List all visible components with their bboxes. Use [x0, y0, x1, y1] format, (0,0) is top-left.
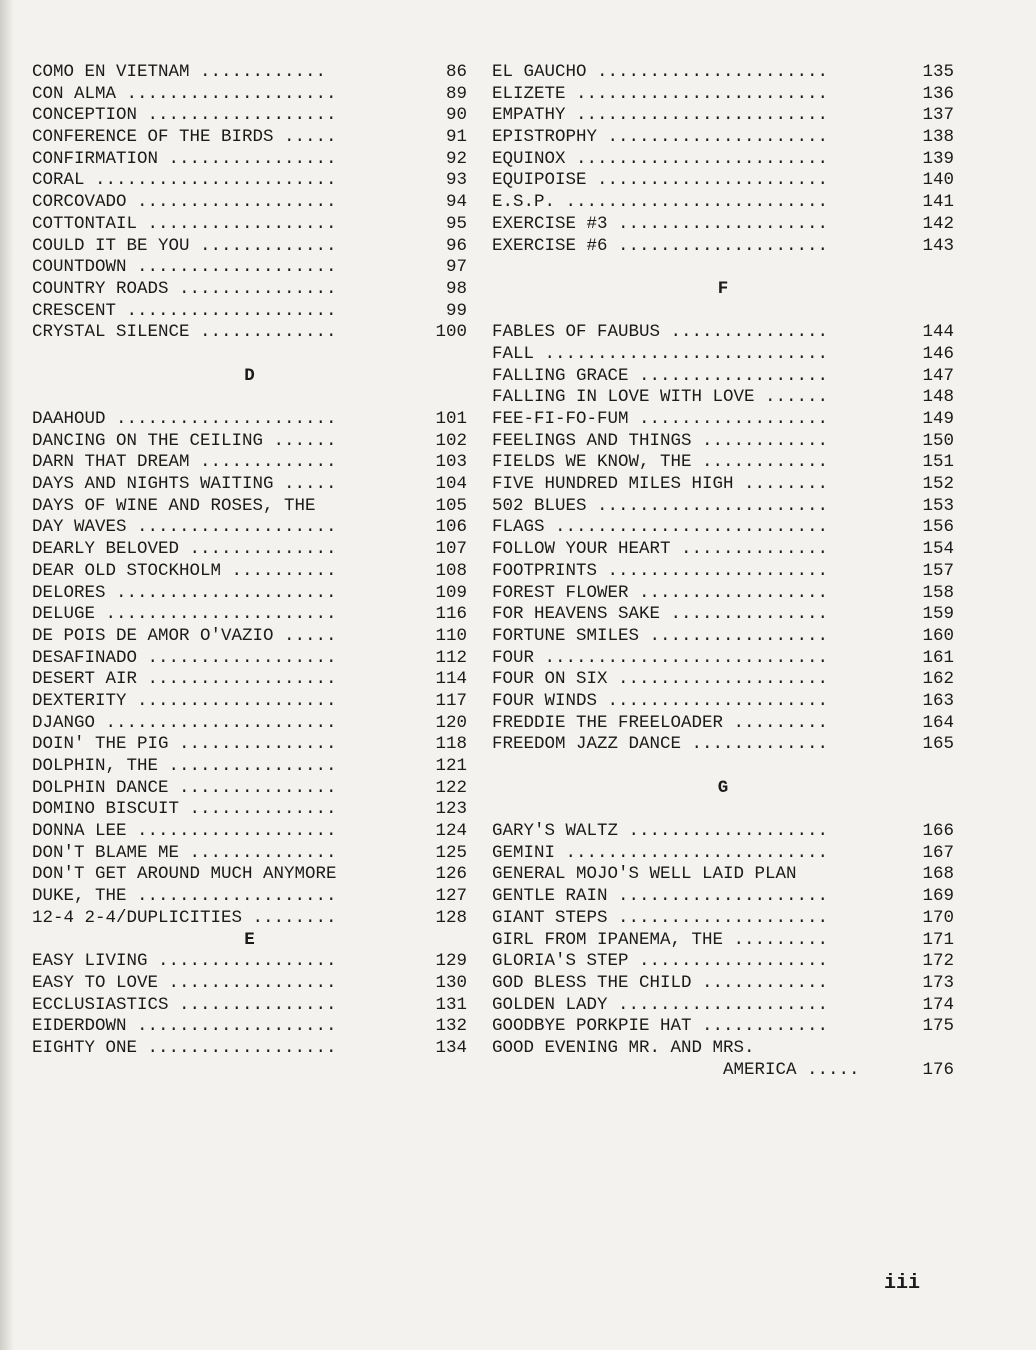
- index-entry: [32, 279, 467, 301]
- page-number: iii: [884, 1272, 921, 1295]
- entry-title: CONFIRMATION ................: [32, 148, 337, 169]
- entry-title: DAYS OF WINE AND ROSES, THE: [32, 495, 316, 516]
- section-letter-heading: E: [244, 929, 255, 950]
- entry-page-number: 86: [445, 62, 467, 82]
- entry-page-number: 122: [435, 777, 467, 798]
- entry-page-number: 128: [435, 907, 467, 928]
- entry-page-number: 107: [435, 539, 467, 560]
- entry-page-number: 157: [922, 560, 954, 581]
- entry-title: FEELINGS AND THINGS ............: [492, 430, 829, 451]
- entry-title: DE POIS DE AMOR O'VAZIO .....: [32, 625, 337, 646]
- index-entry: [32, 799, 467, 821]
- index-column-left: [32, 62, 467, 1060]
- index-entry: [32, 301, 467, 323]
- section-letter-heading: D: [244, 365, 255, 386]
- entry-title: DEAR OLD STOCKHOLM ..........: [32, 560, 337, 581]
- entry-title: EXERCISE #6 ....................: [492, 235, 829, 256]
- entry-page-number: 99: [445, 300, 467, 321]
- index-entry: [492, 84, 954, 106]
- index-entry: [32, 734, 467, 756]
- entry-title: ELIZETE ........................: [492, 83, 829, 104]
- entry-page-number: 101: [435, 409, 467, 429]
- entry-title: FOR HEAVENS SAKE ...............: [492, 604, 829, 625]
- entry-title: CRYSTAL SILENCE .............: [32, 322, 337, 343]
- entry-page-number: 146: [922, 343, 954, 364]
- entry-page-number: 117: [435, 690, 467, 711]
- entry-page-number: 118: [435, 734, 467, 755]
- entry-title: EIGHTY ONE ..................: [32, 1037, 337, 1058]
- entry-page-number: 124: [435, 821, 467, 842]
- entry-title: GIANT STEPS ....................: [492, 907, 829, 928]
- index-entry: [32, 691, 467, 713]
- entry-page-number: 159: [922, 604, 954, 625]
- entry-title: GOODBYE PORKPIE HAT ............: [492, 1016, 829, 1037]
- index-entry: [32, 561, 467, 583]
- index-entry: [492, 366, 954, 388]
- index-entry: [32, 474, 467, 496]
- entry-page-number: 121: [435, 756, 467, 776]
- index-entry: [32, 669, 467, 691]
- index-entry: [32, 995, 467, 1017]
- entry-page-number: 142: [922, 213, 954, 234]
- index-entry: [492, 452, 954, 474]
- index-entry: [492, 669, 954, 691]
- entry-title: EIDERDOWN ...................: [32, 1016, 337, 1037]
- index-entry: [492, 1016, 954, 1038]
- index-entry: [492, 691, 954, 713]
- entry-page-number: 116: [435, 604, 467, 625]
- entry-title: CORAL .......................: [32, 170, 337, 191]
- index-entry: [492, 604, 954, 626]
- entry-title: DAY WAVES ...................: [32, 517, 337, 538]
- entry-title: DAAHOUD .....................: [32, 409, 337, 429]
- entry-page-number: 130: [435, 972, 467, 993]
- entry-page-number: 160: [922, 625, 954, 646]
- index-entry: [32, 539, 467, 561]
- entry-page-number: 96: [445, 235, 467, 256]
- entry-title: FALLING IN LOVE WITH LOVE ......: [492, 387, 829, 408]
- entry-page-number: 95: [445, 213, 467, 234]
- entry-title: FREDDIE THE FREELOADER .........: [492, 712, 829, 733]
- entry-title: DOIN' THE PIG ...............: [32, 734, 337, 755]
- entry-page-number: 167: [922, 842, 954, 863]
- entry-page-number: 102: [435, 430, 467, 451]
- index-entry: [492, 973, 954, 995]
- index-entry: [492, 908, 954, 930]
- entry-page-number: 158: [922, 582, 954, 603]
- entry-page-number: 129: [435, 951, 467, 972]
- index-entry: [492, 561, 954, 583]
- entry-page-number: 171: [922, 929, 954, 950]
- entry-title: DEARLY BELOVED ..............: [32, 539, 337, 560]
- entry-page-number: 110: [435, 625, 467, 646]
- entry-title: GOD BLESS THE CHILD ............: [492, 972, 829, 993]
- entry-title: FOUR ...........................: [492, 647, 829, 668]
- entry-page-number: 175: [922, 1016, 954, 1037]
- entry-title: COMO EN VIETNAM ............: [32, 62, 327, 82]
- entry-page-number: 105: [435, 495, 467, 516]
- entry-title: DESERT AIR ..................: [32, 669, 337, 690]
- index-entry: [492, 995, 954, 1017]
- entry-title: EASY TO LOVE ................: [32, 972, 337, 993]
- index-entry: [492, 474, 954, 496]
- entry-page-number: 135: [922, 62, 954, 82]
- entry-page-number: 141: [922, 192, 954, 213]
- entry-page-number: 100: [435, 322, 467, 343]
- entry-title: FOREST FLOWER ..................: [492, 582, 829, 603]
- entry-title: DARN THAT DREAM .............: [32, 452, 337, 473]
- entry-title: FOOTPRINTS .....................: [492, 560, 829, 581]
- entry-title: FORTUNE SMILES .................: [492, 625, 829, 646]
- entry-title: FALLING GRACE ..................: [492, 365, 829, 386]
- entry-title: DANCING ON THE CEILING ......: [32, 430, 337, 451]
- entry-page-number: 123: [435, 799, 467, 820]
- index-entry: [492, 149, 954, 171]
- index-entry: [492, 1060, 954, 1082]
- entry-page-number: 97: [445, 257, 467, 278]
- entry-page-number: 151: [922, 452, 954, 473]
- entry-title: FABLES OF FAUBUS ...............: [492, 322, 829, 343]
- entry-page-number: 132: [435, 1016, 467, 1037]
- index-entry: [492, 387, 954, 409]
- index-entry: [32, 713, 467, 735]
- entry-title: GENTLE RAIN ....................: [492, 886, 829, 907]
- entry-title: DON'T GET AROUND MUCH ANYMORE: [32, 864, 337, 885]
- index-entry: [32, 756, 467, 778]
- index-entry: [492, 344, 954, 366]
- index-entry: [32, 886, 467, 908]
- index-entry: [32, 62, 467, 84]
- entry-page-number: 150: [922, 430, 954, 451]
- index-entry: [32, 452, 467, 474]
- entry-page-number: 165: [922, 734, 954, 755]
- entry-title: DELUGE ......................: [32, 604, 337, 625]
- entry-page-number: 138: [922, 127, 954, 148]
- entry-title: DEXTERITY ...................: [32, 690, 337, 711]
- entry-page-number: 153: [922, 495, 954, 516]
- entry-page-number: 90: [445, 105, 467, 126]
- entry-page-number: 134: [435, 1037, 467, 1058]
- page-binding-shadow: [0, 0, 14, 1350]
- index-entry: [492, 127, 954, 149]
- entry-page-number: 164: [922, 712, 954, 733]
- index-entry: [32, 778, 467, 800]
- entry-title: DAYS AND NIGHTS WAITING .....: [32, 474, 337, 495]
- entry-title: DOMINO BISCUIT ..............: [32, 799, 337, 820]
- index-entry: [32, 604, 467, 626]
- index-entry: [32, 864, 467, 886]
- entry-title: FLAGS ..........................: [492, 517, 829, 538]
- index-entry: [32, 821, 467, 843]
- entry-title: CONFERENCE OF THE BIRDS .....: [32, 127, 337, 148]
- entry-title: EQUIPOISE ......................: [492, 170, 829, 191]
- entry-page-number: 108: [435, 560, 467, 581]
- entry-page-number: 148: [922, 387, 954, 408]
- index-entry: [32, 214, 467, 236]
- spacer: [492, 799, 954, 821]
- entry-title: DJANGO ......................: [32, 712, 337, 733]
- index-entry: [492, 886, 954, 908]
- entry-title: FIELDS WE KNOW, THE ............: [492, 452, 829, 473]
- index-entry: [492, 648, 954, 670]
- spacer: [492, 257, 954, 279]
- entry-title: FOLLOW YOUR HEART ..............: [492, 539, 829, 560]
- entry-page-number: 91: [445, 127, 467, 148]
- entry-title: FOUR WINDS .....................: [492, 690, 829, 711]
- index-entry: [492, 409, 954, 431]
- spacer: [32, 387, 467, 409]
- index-entry: [32, 1016, 467, 1038]
- entry-page-number: 169: [922, 886, 954, 907]
- index-entry: [32, 192, 467, 214]
- entry-title: 12-4 2-4/DUPLICITIES ........: [32, 907, 337, 928]
- entry-title: DOLPHIN, THE ................: [32, 756, 337, 776]
- entry-title: CORCOVADO ...................: [32, 192, 337, 213]
- index-entry: [32, 431, 467, 453]
- index-entry: [32, 84, 467, 106]
- index-entry: [492, 930, 954, 952]
- index-entry: [492, 170, 954, 192]
- spacer: [492, 301, 954, 323]
- entry-title: ECCLUSIASTICS ...............: [32, 994, 337, 1015]
- entry-page-number: 170: [922, 907, 954, 928]
- entry-title: GLORIA'S STEP ..................: [492, 951, 829, 972]
- entry-title: EASY LIVING .................: [32, 951, 337, 972]
- entry-page-number: 168: [922, 864, 954, 885]
- entry-page-number: 147: [922, 365, 954, 386]
- entry-page-number: 98: [445, 278, 467, 299]
- index-entry: [32, 127, 467, 149]
- index-entry: [492, 192, 954, 214]
- index-entry: [32, 170, 467, 192]
- entry-page-number: 94: [445, 192, 467, 213]
- entry-title: COULD IT BE YOU .............: [32, 235, 337, 256]
- entry-title: E.S.P. .........................: [492, 192, 829, 213]
- entry-title: GOOD EVENING MR. AND MRS.: [492, 1037, 755, 1058]
- index-entry: [492, 539, 954, 561]
- entry-page-number: 140: [922, 170, 954, 191]
- index-entry: [32, 583, 467, 605]
- entry-page-number: 163: [922, 690, 954, 711]
- index-entry: [492, 517, 954, 539]
- entry-page-number: 93: [445, 170, 467, 191]
- entry-page-number: 162: [922, 669, 954, 690]
- spacer: [492, 756, 954, 778]
- index-entry: [492, 236, 954, 258]
- entry-page-number: 125: [435, 842, 467, 863]
- entry-page-number: 144: [922, 322, 954, 343]
- index-entry: [492, 951, 954, 973]
- entry-title: CON ALMA ....................: [32, 83, 337, 104]
- index-entry: [32, 648, 467, 670]
- index-entry: [32, 973, 467, 995]
- entry-title: FOUR ON SIX ....................: [492, 669, 829, 690]
- index-column-right: [492, 62, 954, 1081]
- index-entry: [492, 1038, 954, 1060]
- entry-page-number: 166: [922, 821, 954, 842]
- index-entry: [492, 214, 954, 236]
- entry-title: DESAFINADO ..................: [32, 647, 337, 668]
- entry-title: EQUINOX ........................: [492, 148, 829, 169]
- index-entry: [492, 105, 954, 127]
- entry-page-number: 143: [922, 235, 954, 256]
- entry-title: DONNA LEE ...................: [32, 821, 337, 842]
- index-entry: [492, 864, 954, 886]
- entry-title: GIRL FROM IPANEMA, THE .........: [492, 929, 829, 950]
- index-entry: [32, 951, 467, 973]
- section-letter-heading: G: [717, 777, 729, 798]
- entry-title: DELORES .....................: [32, 582, 337, 603]
- entry-page-number: 126: [435, 864, 467, 885]
- entry-title: 502 BLUES ......................: [492, 495, 829, 516]
- entry-title: AMERICA .....: [492, 1059, 860, 1080]
- entry-title: COUNTDOWN ...................: [32, 257, 337, 278]
- entry-page-number: 89: [445, 83, 467, 104]
- entry-page-number: 156: [922, 517, 954, 538]
- entry-page-number: 172: [922, 951, 954, 972]
- entry-page-number: 173: [922, 972, 954, 993]
- entry-title: GENERAL MOJO'S WELL LAID PLAN: [492, 864, 797, 885]
- entry-page-number: 92: [445, 148, 467, 169]
- index-entry: [492, 62, 954, 84]
- index-entry: [32, 496, 467, 518]
- entry-page-number: 114: [435, 669, 467, 690]
- index-entry: [492, 322, 954, 344]
- section-letter-heading: F: [717, 278, 729, 299]
- index-entry: [32, 409, 467, 431]
- index-entry: [32, 149, 467, 171]
- index-entry: [32, 105, 467, 127]
- entry-page-number: 131: [435, 994, 467, 1015]
- entry-title: EL GAUCHO ......................: [492, 62, 829, 82]
- entry-page-number: 176: [922, 1059, 954, 1080]
- index-entry: [32, 322, 467, 344]
- entry-title: COTTONTAIL ..................: [32, 213, 337, 234]
- entry-page-number: 136: [922, 83, 954, 104]
- entry-title: EXERCISE #3 ....................: [492, 213, 829, 234]
- entry-page-number: 149: [922, 409, 954, 429]
- entry-page-number: 127: [435, 886, 467, 907]
- index-entry: [492, 734, 954, 756]
- entry-page-number: 112: [435, 647, 467, 668]
- index-entry: [492, 496, 954, 518]
- index-entry: [492, 821, 954, 843]
- index-entry: [492, 626, 954, 648]
- entry-page-number: 137: [922, 105, 954, 126]
- index-entry: [492, 583, 954, 605]
- spacer: [32, 344, 467, 366]
- entry-title: CONCEPTION ..................: [32, 105, 337, 126]
- entry-title: FEE-FI-FO-FUM ..................: [492, 409, 829, 429]
- entry-title: FALL ...........................: [492, 343, 829, 364]
- index-entry: [32, 908, 467, 930]
- entry-page-number: 139: [922, 148, 954, 169]
- entry-title: EMPATHY ........................: [492, 105, 829, 126]
- index-entry: [32, 1038, 467, 1060]
- entry-title: CRESCENT ....................: [32, 300, 337, 321]
- entry-page-number: 106: [435, 517, 467, 538]
- index-entry: [492, 431, 954, 453]
- entry-title: EPISTROPHY .....................: [492, 127, 829, 148]
- entry-title: DON'T BLAME ME ..............: [32, 842, 337, 863]
- index-entry: [32, 843, 467, 865]
- entry-page-number: 120: [435, 712, 467, 733]
- entry-title: FIVE HUNDRED MILES HIGH ........: [492, 474, 829, 495]
- index-entry: [492, 843, 954, 865]
- entry-page-number: 104: [435, 474, 467, 495]
- entry-page-number: 154: [922, 539, 954, 560]
- index-entry: [492, 713, 954, 735]
- entry-title: COUNTRY ROADS ...............: [32, 278, 337, 299]
- entry-title: FREEDOM JAZZ DANCE .............: [492, 734, 829, 755]
- entry-title: DOLPHIN DANCE ...............: [32, 777, 337, 798]
- entry-title: GARY'S WALTZ ...................: [492, 821, 829, 842]
- entry-title: GOLDEN LADY ....................: [492, 994, 829, 1015]
- entry-title: GEMINI .........................: [492, 842, 829, 863]
- index-entry: [32, 236, 467, 258]
- entry-title: DUKE, THE ...................: [32, 886, 337, 907]
- entry-page-number: 161: [922, 647, 954, 668]
- index-entry: [32, 626, 467, 648]
- index-entry: [32, 257, 467, 279]
- entry-page-number: 103: [435, 452, 467, 473]
- index-entry: [32, 517, 467, 539]
- entry-page-number: 109: [435, 582, 467, 603]
- entry-page-number: 174: [922, 994, 954, 1015]
- entry-page-number: 152: [922, 474, 954, 495]
